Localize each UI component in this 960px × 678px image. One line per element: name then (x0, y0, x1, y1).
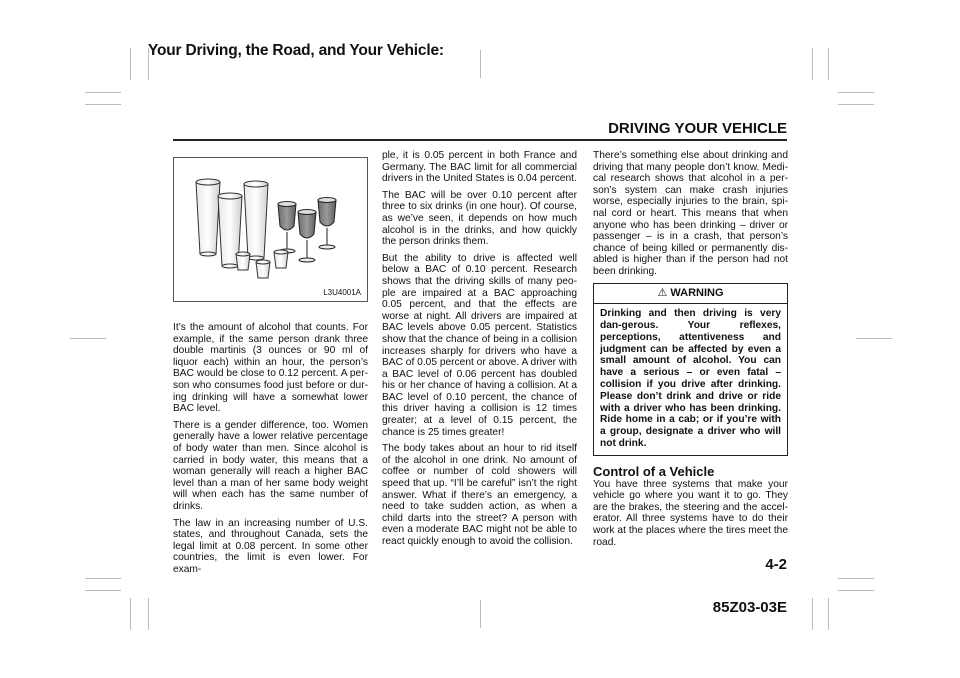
crop-mark (812, 598, 813, 630)
crop-mark (130, 48, 131, 80)
paragraph: The body takes about an hour to rid itself of the alcohol in one drink. No amount of coffee or number of cold showers will speed that up. “I’ll be careful” isn’t the right answer. What if there’s an emergency, a need to take sudden action, as when a child darts into the street? A person with even a moderate BAC might not be able to react quickly enough to avoid the collision. (382, 443, 577, 547)
crop-mark (828, 598, 829, 630)
crop-mark (838, 578, 874, 579)
beverage-glasses-icon (174, 158, 367, 301)
crop-mark (130, 598, 131, 630)
crop-mark (85, 92, 121, 93)
crop-mark (85, 590, 121, 591)
column-2 (382, 150, 577, 553)
paragraph: The law in an increasing number of U.S. states, and throughout Canada, sets the legal limit at 0.08 percent. In some other countries, the limit is even lower. For exam- (173, 517, 368, 575)
crop-mark (85, 578, 121, 579)
crop-mark (856, 338, 892, 339)
paragraph: You have three systems that make your vehicle go where you want it to go. They are the brakes, the steering and the accel-erator. All three systems have to do their work at the places where the tires meet the road. (593, 478, 788, 548)
paragraph: ple, it is 0.05 percent in both France and Germany. The BAC limit for all commercial drivers in the United States is 0.04 percent. (382, 150, 577, 185)
crop-mark (85, 104, 121, 105)
crop-mark (828, 48, 829, 80)
paragraph: The BAC will be over 0.10 percent after three to six drinks (in one hour). Of course, as we’ve seen, it depends on how much alcohol is in the drinks, and how quickly the person drinks them. (382, 189, 577, 248)
crop-mark (812, 48, 813, 80)
crop-mark (480, 600, 481, 628)
warning-triangle-icon: ⚠ (657, 286, 668, 299)
crop-mark (838, 104, 874, 105)
document-code: 85Z03-03E (712, 599, 787, 616)
section-title: DRIVING YOUR VEHICLE (608, 120, 787, 137)
warning-header (594, 284, 787, 305)
crop-mark (70, 338, 106, 339)
alcohol-glasses-figure (173, 157, 368, 302)
column-1 (173, 322, 368, 580)
paragraph: But the ability to drive is affected well below a BAC of 0.10 percent. Research shows that the driving skills of many peo-ple are impaired at a BAC approaching 0.05 percent, and that the effects are worse at night. All drivers are impaired at BAC levels above 0.05 percent. Statistics show that the chance of being in a collision increases sharply for drivers who have a BAC of 0.05 percent or above. A driver with a BAC level of 0.06 percent has doubled his or her chance of having a collision. At a BAC level of 0.10 percent, the chance of this driver having a collision is 12 times greater; at a level of 0.15 percent, the chance is 25 times greater! (382, 252, 577, 438)
section-heading: Control of a Vehicle (593, 463, 715, 479)
crop-mark (838, 92, 874, 93)
paragraph: There’s something else about drinking and driving that many people don’t know. Medi-cal research shows that alcohol in a per-son’s system can make crash injuries worse, especially injuries to the brain, spi-nal cord or heart. This means that when anyone who has been drinking – driver or passenger – is in a crash, that person’s chance of being killed or permanently dis-abled is higher than if the person had not been drinking. (593, 150, 788, 277)
page-number: 4-2 (765, 556, 787, 573)
column-3 (593, 150, 788, 553)
crop-mark (148, 598, 149, 630)
header-rule (173, 139, 787, 141)
paragraph: It’s the amount of alcohol that counts. For example, if the same person drank three double martinis (3 ounces or 90 ml of liquor each) within an hour, the person’s BAC would be close to 0.12 percent. A per-son who consumes food just before or dur-ing drinking will have a somewhat lower BAC level. (173, 322, 368, 415)
figure-label: L3U4001A (323, 288, 361, 297)
warning-text: Drinking and then driving is very dan-gerous. Your reflexes, perceptions, attentiveness and judgment can be affected by even a small amount of alcohol. You can have a serious – or even fatal – collision if you drive after drinking. Please don’t drink and drive or ride with a driver who has been drinking. Ride home in a cab; or if you’re with a group, designate a driver who will not drink. (600, 308, 781, 449)
crop-mark (838, 590, 874, 591)
crop-mark (480, 50, 481, 78)
warning-title: WARNING (670, 286, 724, 299)
chapter-title: Your Driving, the Road, and Your Vehicle: (148, 42, 444, 59)
paragraph: There is a gender difference, too. Women generally have a lower relative percentage of body water than men. Since alcohol is carried in body water, this means that a woman generally will reach a higher BAC level than a man of her same body weight will when each has the same number of drinks. (173, 419, 368, 512)
warning-box (593, 283, 788, 456)
